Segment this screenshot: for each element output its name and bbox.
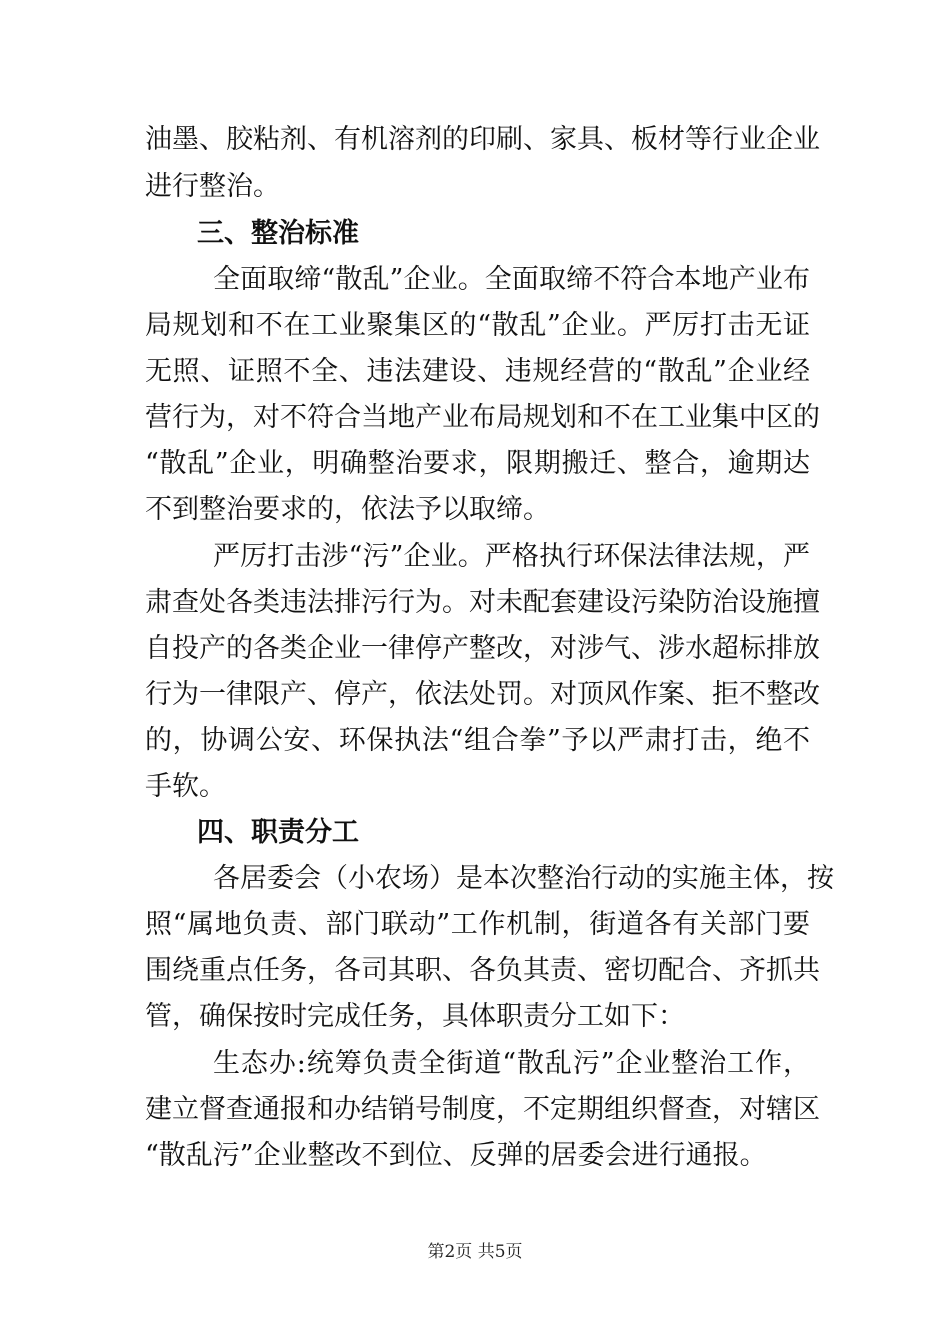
body-text-line: 建立督查通报和办结销号制度，不定期组织督查，对辖区 <box>145 1094 820 1125</box>
body-text-line: 管，确保按时完成任务，具体职责分工如下： <box>145 1001 685 1032</box>
body-text-line: 无照、证照不全、违法建设、违规经营的“散乱”企业经 <box>145 356 810 387</box>
body-text-line: 自投产的各类企业一律停产整改，对涉气、涉水超标排放 <box>145 633 820 664</box>
body-text-line: “散乱”企业，明确整治要求，限期搬迁、整合，逾期达 <box>145 448 810 479</box>
body-text-line: 手软。 <box>145 771 226 802</box>
section-heading-4: 四、职责分工 <box>197 817 359 848</box>
page-number-footer: 第2页 共5页 <box>427 1242 523 1262</box>
body-text-line: 不到整治要求的，依法予以取缔。 <box>145 494 550 525</box>
body-text-line: 进行整治。 <box>145 171 280 202</box>
body-text-line: 围绕重点任务，各司其职、各负其责、密切配合、齐抓共 <box>145 955 820 986</box>
body-text-line: 肃查处各类违法排污行为。对未配套建设污染防治设施擅 <box>145 587 820 618</box>
body-text-line: “散乱污”企业整改不到位、反弹的居委会进行通报。 <box>145 1140 767 1171</box>
body-text-line: 严厉打击涉“污”企业。严格执行环保法律法规，严 <box>213 541 810 572</box>
body-text-line: 照“属地负责、部门联动”工作机制，街道各有关部门要 <box>145 909 810 940</box>
body-text-line: 的，协调公安、环保执法“组合拳”予以严肃打击，绝不 <box>145 725 810 756</box>
body-text-line: 生态办:统筹负责全街道“散乱污”企业整治工作， <box>213 1048 810 1079</box>
body-text-line: 局规划和不在工业聚集区的“散乱”企业。严厉打击无证 <box>145 310 810 341</box>
section-heading-3: 三、整治标准 <box>197 218 359 249</box>
body-text-line: 各居委会（小农场）是本次整治行动的实施主体，按 <box>213 863 834 894</box>
body-text-line: 行为一律限产、停产，依法处罚。对顶风作案、拒不整改 <box>145 679 820 710</box>
body-text-line: 全面取缔“散乱”企业。全面取缔不符合本地产业布 <box>213 264 810 295</box>
body-text-line: 营行为，对不符合当地产业布局规划和不在工业集中区的 <box>145 402 820 433</box>
body-text-line: 油墨、胶粘剂、有机溶剂的印刷、家具、板材等行业企业 <box>145 124 820 155</box>
